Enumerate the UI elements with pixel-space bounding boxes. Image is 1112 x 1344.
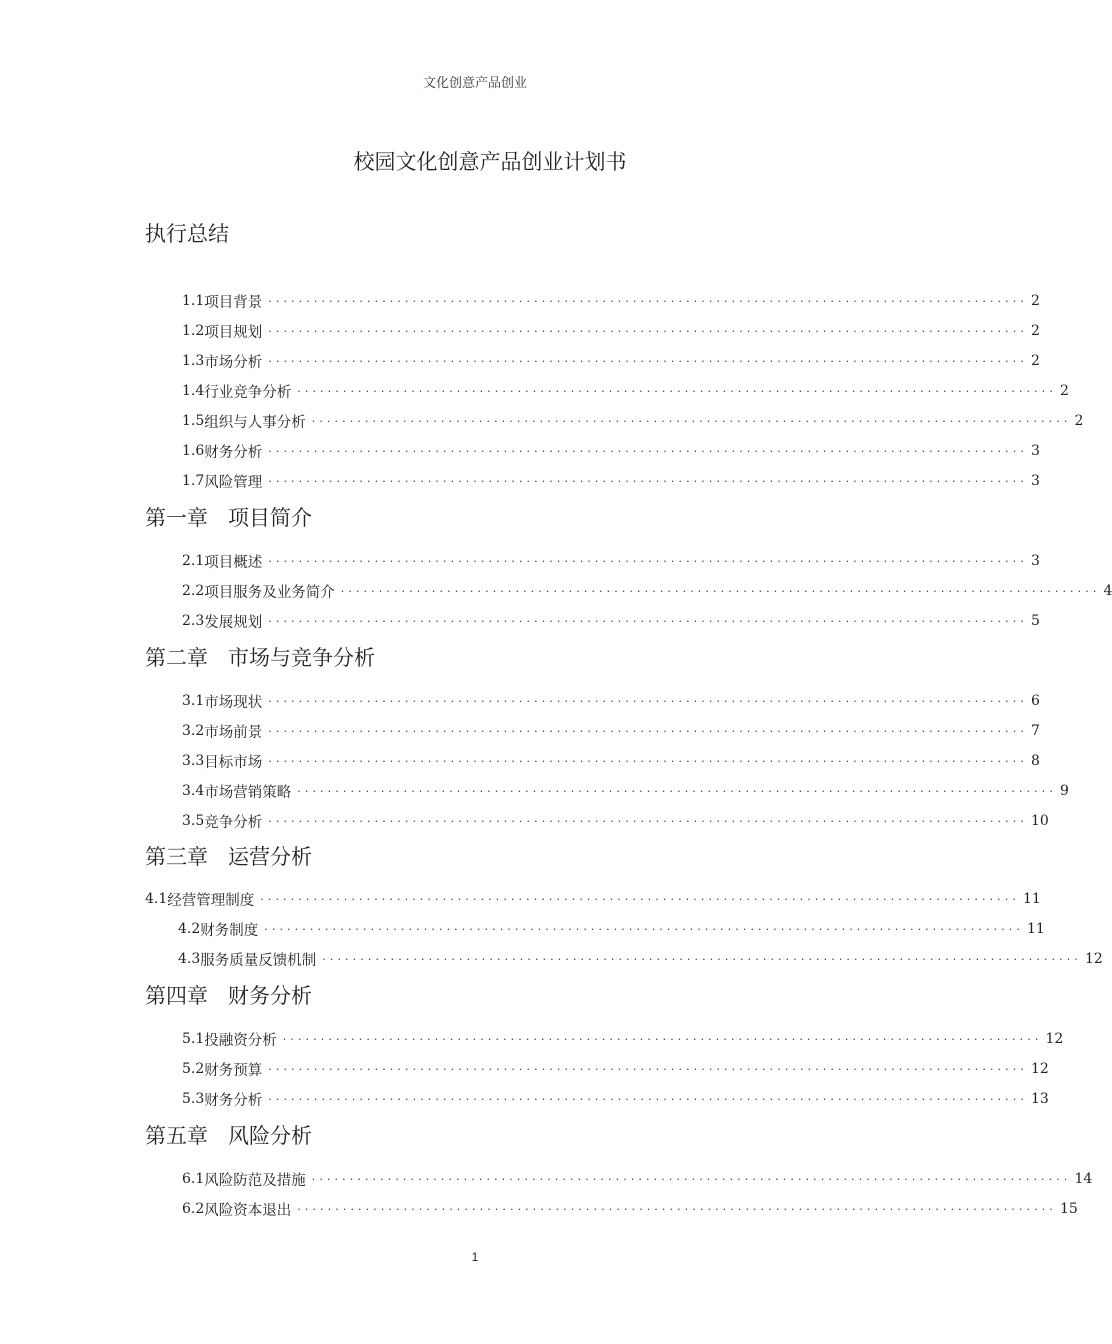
toc-entry-page: 2 [1030,293,1040,309]
toc-entry[interactable] [182,690,1040,712]
toc-entry[interactable] [182,580,1112,602]
chapter-title: 市场与竞争分析 [228,646,375,670]
toc-entry[interactable] [182,380,1069,402]
toc-leader-dots: ···································································································· [282,1032,1043,1046]
toc-entry-label: 风险防范及措施 [204,1172,306,1189]
chapter-heading[interactable] [145,1120,312,1150]
toc-entry-number: 3.1 [182,693,205,709]
chapter-number: 第五章 [145,1124,208,1148]
toc-entry-label: 项目背景 [204,294,263,311]
toc-entry-label: 财务分析 [204,444,263,461]
toc-entry-page: 7 [1030,723,1040,739]
toc-entry-page: 4 [1103,583,1112,599]
toc-leader-dots: ···································································································· [268,724,1028,738]
toc-entry-number: 4.2 [178,921,201,937]
toc-leader-dots: ···································································································· [322,952,1082,966]
toc-leader-dots: ···································································································· [268,474,1028,488]
chapter-title: 运营分析 [228,845,312,869]
toc-entry[interactable] [182,720,1040,742]
toc-entry-label: 财务制度 [200,922,259,939]
toc-entry-label: 行业竞争分析 [204,384,292,401]
exec-summary-heading [145,218,229,248]
toc-entry[interactable] [182,750,1040,772]
toc-leader-dots: ···································································································· [268,1092,1028,1106]
chapter-number: 第三章 [145,845,208,869]
toc-entry-label: 目标市场 [204,754,263,771]
toc-entry-number: 6.2 [182,1201,205,1217]
toc-entry-label: 风险资本退出 [204,1202,292,1219]
toc-leader-dots: ···································································································· [268,614,1028,628]
toc-entry-number: 1.2 [182,323,205,339]
toc-leader-dots: ···································································································· [268,324,1028,338]
toc-entry-number: 1.3 [182,353,205,369]
toc-entry-label: 市场前景 [204,724,263,741]
toc-entry[interactable] [178,918,1045,940]
chapter-title: 风险分析 [228,1124,312,1148]
toc-leader-dots: ···································································································· [297,784,1057,798]
toc-entry-label: 项目服务及业务简介 [204,584,335,601]
toc-entry-number: 6.1 [182,1171,205,1187]
toc-entry-page: 6 [1030,693,1040,709]
toc-entry-page: 11 [1022,891,1041,907]
toc-entry-page: 15 [1059,1201,1078,1217]
chapter-number: 第一章 [145,506,208,530]
toc-entry-label: 项目规划 [204,324,263,341]
toc-entry-page: 2 [1074,413,1084,429]
chapter-heading[interactable] [145,502,312,532]
toc-entry[interactable] [182,290,1040,312]
chapter-title: 项目简介 [228,506,312,530]
chapter-heading[interactable] [145,642,375,672]
toc-entry-number: 2.1 [182,553,205,569]
toc-entry-page: 3 [1030,553,1040,569]
toc-entry-page: 12 [1045,1031,1064,1047]
toc-entry-label: 市场分析 [204,354,263,371]
toc-entry[interactable] [182,1088,1049,1110]
running-header: 文化创意产品创业 [422,76,527,91]
toc-entry-number: 3.3 [182,753,205,769]
toc-entry-page: 10 [1030,813,1049,829]
toc-entry[interactable] [182,470,1040,492]
toc-leader-dots: ···································································································· [297,384,1057,398]
toc-leader-dots: ···································································································· [268,1062,1028,1076]
toc-leader-dots: ···································································································· [297,1202,1057,1216]
toc-entry[interactable] [182,1058,1049,1080]
toc-entry[interactable] [182,610,1040,632]
toc-entry[interactable] [182,1168,1093,1190]
toc-entry-page: 2 [1030,323,1040,339]
toc-leader-dots: ···································································································· [268,554,1028,568]
toc-entry-page: 12 [1084,951,1103,967]
toc-entry[interactable] [182,810,1049,832]
toc-entry[interactable] [145,888,1041,910]
toc-entry-page: 14 [1074,1171,1093,1187]
toc-entry[interactable] [182,550,1040,572]
toc-entry-page: 13 [1030,1091,1049,1107]
toc-entry-label: 市场现状 [204,694,263,711]
toc-entry[interactable] [178,948,1103,970]
toc-entry-number: 4.3 [178,951,201,967]
toc-leader-dots: ···································································································· [268,294,1028,308]
toc-entry-page: 12 [1030,1061,1049,1077]
toc-entry-number: 3.2 [182,723,205,739]
toc-entry-page: 11 [1026,921,1045,937]
toc-entry-label: 风险管理 [204,474,263,491]
toc-entry-number: 2.2 [182,583,205,599]
toc-entry-number: 5.3 [182,1091,205,1107]
toc-entry[interactable] [182,440,1040,462]
toc-entry[interactable] [182,1028,1064,1050]
chapter-number: 第四章 [145,984,208,1008]
toc-entry-number: 1.4 [182,383,205,399]
toc-entry-page: 5 [1030,613,1040,629]
toc-leader-dots: ···································································································· [260,892,1020,906]
toc-entry-number: 1.5 [182,413,205,429]
toc-entry-page: 3 [1030,443,1040,459]
exec-summary-title: 执行总结 [145,222,229,246]
toc-entry-page: 2 [1030,353,1040,369]
toc-leader-dots: ···································································································· [311,414,1072,428]
chapter-number: 第二章 [145,646,208,670]
toc-leader-dots: ···································································································· [268,814,1028,828]
toc-entry-label: 财务预算 [204,1062,263,1079]
toc-entry[interactable] [182,320,1040,342]
toc-leader-dots: ···································································································· [264,922,1024,936]
chapter-heading[interactable] [145,980,312,1010]
document-title: 校园文化创意产品创业计划书 [353,150,627,174]
toc-entry-number: 4.1 [145,891,168,907]
chapter-heading[interactable] [145,841,312,871]
toc-entry-number: 1.1 [182,293,205,309]
toc-leader-dots: ···································································································· [268,444,1028,458]
toc-entry-page: 2 [1059,383,1069,399]
toc-entry-label: 市场营销策略 [204,784,292,801]
toc-entry-number: 3.5 [182,813,205,829]
toc-entry-label: 项目概述 [204,554,263,571]
toc-entry-label: 发展规划 [204,614,263,631]
toc-entry-page: 8 [1030,753,1040,769]
toc-entry-number: 3.4 [182,783,205,799]
toc-entry-label: 服务质量反馈机制 [200,952,317,969]
toc-entry[interactable] [182,410,1084,432]
toc-leader-dots: ···································································································· [268,354,1028,368]
toc-entry-number: 5.2 [182,1061,205,1077]
toc-leader-dots: ···································································································· [268,754,1028,768]
chapter-title: 财务分析 [228,984,312,1008]
toc-entry-number: 2.3 [182,613,205,629]
toc-entry[interactable] [182,1198,1078,1220]
toc-entry-number: 1.7 [182,473,205,489]
toc-entry[interactable] [182,780,1069,802]
toc-entry-page: 9 [1059,783,1069,799]
page-number: 1 [471,1250,479,1264]
toc-entry-label: 经营管理制度 [167,892,255,909]
toc-entry[interactable] [182,350,1040,372]
toc-entry-label: 投融资分析 [204,1032,277,1049]
toc-entry-number: 1.6 [182,443,205,459]
toc-leader-dots: ···································································································· [268,694,1028,708]
toc-leader-dots: ···································································································· [340,584,1101,598]
toc-entry-label: 财务分析 [204,1092,263,1109]
toc-entry-label: 竞争分析 [204,814,263,831]
toc-entry-number: 5.1 [182,1031,205,1047]
toc-leader-dots: ···································································································· [311,1172,1072,1186]
toc-entry-label: 组织与人事分析 [204,414,306,431]
toc-entry-page: 3 [1030,473,1040,489]
